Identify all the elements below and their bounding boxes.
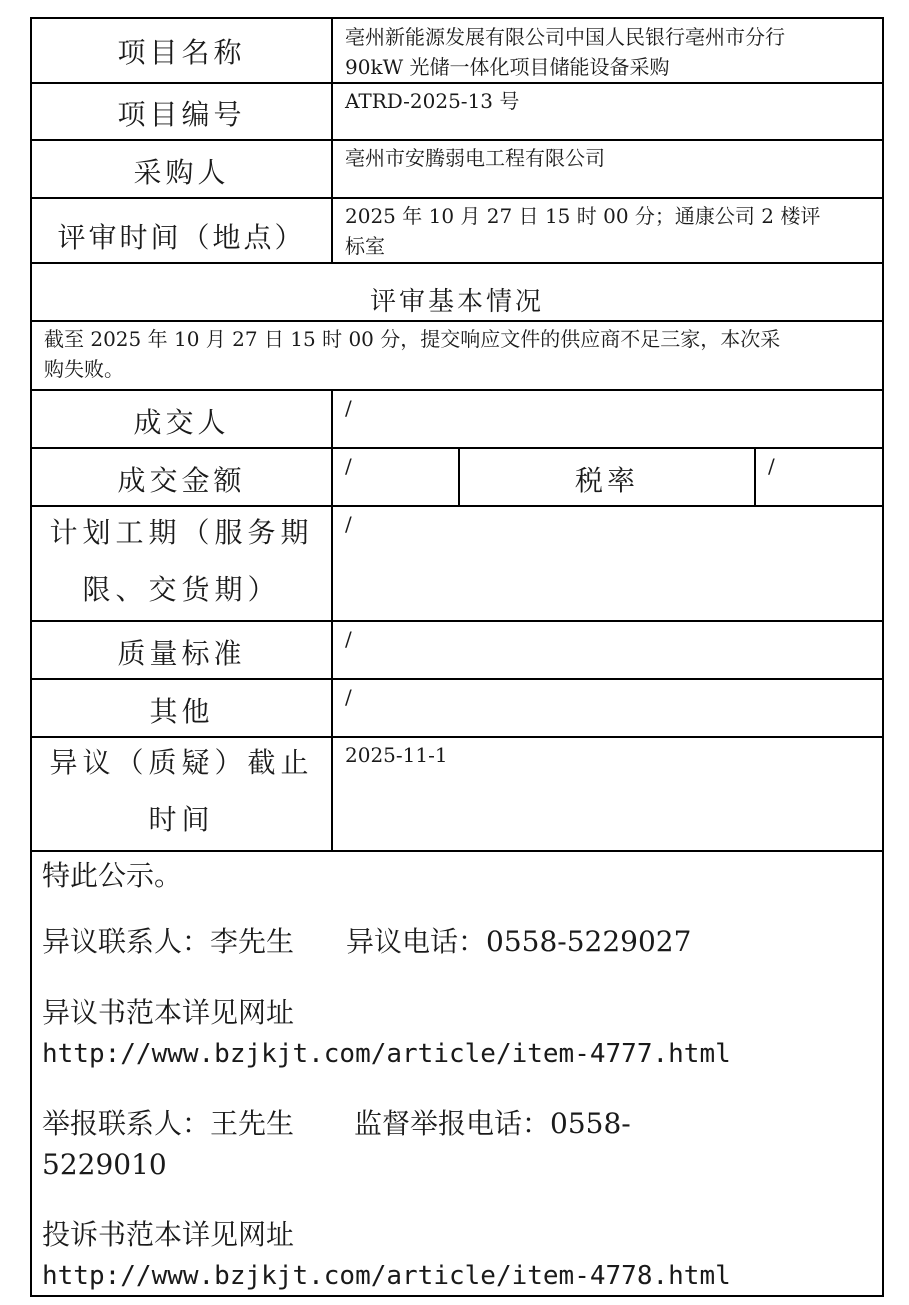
- review-time-line1: 2025 年 10 月 27 日 15 时 00 分；通康公司 2 楼评: [345, 204, 821, 228]
- other-label-text: 其他: [149, 695, 214, 728]
- period-label-line1: 计划工期（服务期: [49, 516, 314, 549]
- project-no-label-text: 项目编号: [117, 98, 246, 131]
- other-label: [32, 680, 331, 736]
- project-no-label: [32, 84, 331, 139]
- other-text: /: [345, 685, 352, 709]
- tax-value: [756, 449, 882, 505]
- summary-note: [32, 322, 882, 389]
- winner-text: /: [345, 396, 352, 420]
- project-no-text: ATRD-2025-13 号: [345, 89, 520, 113]
- winner-label-text: 成交人: [133, 406, 230, 439]
- amount-text: /: [345, 454, 352, 478]
- review-time-label: [32, 199, 331, 262]
- review-time-line2: 标室: [345, 234, 385, 258]
- project-no-value: [333, 84, 882, 139]
- rule: [882, 17, 884, 1297]
- purchaser-label: [32, 141, 331, 197]
- objection-deadline-label: [32, 738, 331, 850]
- amount-label: [32, 449, 331, 505]
- quality-value: [333, 622, 882, 678]
- project-name-label: [32, 19, 331, 82]
- project-name-line1: 亳州新能源发展有限公司中国人民银行亳州市分行: [345, 25, 785, 49]
- section-title: [32, 264, 882, 320]
- quality-label: [32, 622, 331, 678]
- announce-text: 特此公示。: [42, 859, 183, 892]
- period-label-line2: 限、交货期）: [82, 573, 281, 606]
- tax-text: /: [768, 454, 775, 478]
- objection-deadline-text: 2025-11-1: [345, 743, 448, 767]
- tax-label: [460, 449, 754, 505]
- objection-deadline-value: [333, 738, 882, 850]
- objection-template-label: 异议书范本详见网址: [42, 996, 295, 1029]
- objection-contact-line: [42, 922, 691, 962]
- objection-phone: 异议电话：0558-5229027: [346, 925, 692, 958]
- purchaser-value: [333, 141, 882, 197]
- report-contact-line: [42, 1104, 631, 1144]
- objection-template-link[interactable]: http://www.bzjkjt.com/article/item-4777.html: [42, 1039, 731, 1069]
- period-value: [333, 507, 882, 620]
- quality-label-text: 质量标准: [117, 637, 246, 670]
- objection-deadline-label-line2: 时间: [148, 803, 215, 836]
- objection-deadline-label-line1: 异议（质疑）截止: [49, 746, 314, 779]
- report-phone-line1: 监督举报电话：0558-: [354, 1107, 631, 1140]
- quality-text: /: [345, 627, 352, 651]
- summary-line1: 截至 2025 年 10 月 27 日 15 时 00 分，提交响应文件的供应商不足三家，本次采: [44, 327, 781, 351]
- purchaser-text: 亳州市安腾弱电工程有限公司: [345, 146, 605, 170]
- project-name-line2: 90kW 光储一体化项目储能设备采购: [345, 55, 670, 79]
- summary-line2: 购失败。: [44, 357, 124, 381]
- review-time-value: [333, 199, 882, 262]
- project-name-label-text: 项目名称: [117, 35, 246, 69]
- winner-value: [333, 391, 882, 447]
- other-value: [333, 680, 882, 736]
- purchaser-label-text: 采购人: [133, 156, 230, 189]
- complaint-template-link[interactable]: http://www.bzjkjt.com/article/item-4778.html: [42, 1261, 731, 1291]
- amount-value: [333, 449, 458, 505]
- period-text: /: [345, 512, 352, 536]
- complaint-template-label: 投诉书范本详见网址: [42, 1218, 295, 1251]
- period-label: [32, 507, 331, 620]
- winner-label: [32, 391, 331, 447]
- objection-contact: 异议联系人：李先生: [42, 925, 295, 958]
- rule: [30, 850, 884, 852]
- review-time-label-text: 评审时间（地点）: [57, 221, 306, 254]
- report-contact: 举报联系人：王先生: [42, 1107, 295, 1140]
- project-name-value: [333, 19, 882, 82]
- section-title-text: 评审基本情况: [369, 286, 544, 317]
- amount-label-text: 成交金额: [117, 464, 246, 497]
- tax-label-text: 税率: [574, 464, 639, 497]
- report-phone-line2: 5229010: [42, 1148, 167, 1181]
